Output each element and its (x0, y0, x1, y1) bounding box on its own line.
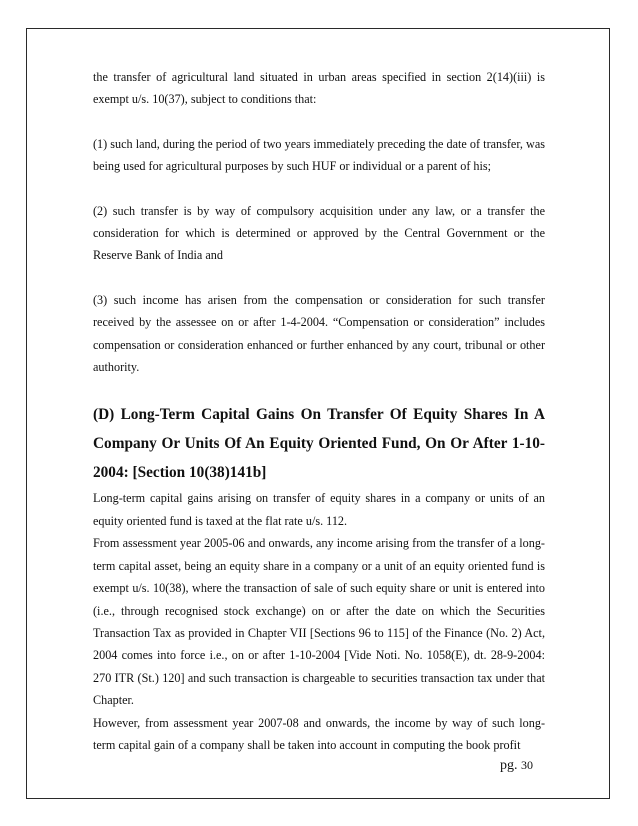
page-number-value: 30 (521, 758, 533, 772)
page-number-prefix: pg. (500, 758, 518, 773)
body-paragraph-3: However, from assessment year 2007-08 and onwards, the income by way of such long-term capital gain of a company shall be taken into account in computing the book profit (93, 715, 545, 752)
condition-2: (2) such transfer is by way of compulsory acquisition under any law, or a transfer the consideration for which is determined or approved by the Central Government or the Reserve Bank of India and (93, 203, 545, 263)
page-content (93, 66, 545, 756)
page-number (500, 758, 533, 774)
condition-3: (3) such income has arisen from the compensation or consideration for such transfer received by the assessee on or after 1-4-2004. “Compensation or consideration” includes compensation or consideration enhanced or further enhanced by any court, tribunal or other authority. (93, 292, 545, 375)
condition-1: (1) such land, during the period of two years immediately preceding the date of transfer, was being used for agricultural purposes by such HUF or individual or a parent of his; (93, 136, 545, 174)
body-paragraph-2: From assessment year 2005-06 and onwards, any income arising from the transfer of a long-term capital asset, being an equity share in a company or a unit of an equity oriented fund is exempt u/s. 10(38), where the transaction of sale of such equity share or unit is entered into (i.e., through recognised stock exchange) on or after the date on which the Securities Transaction Tax as provided in Chapter VII [Sections 96 to 115] of the Finance (No. 2) Act, 2004 comes into force i.e., on or after 1-10-2004 [Vide Noti. No. 1058(E), dt. 28-9-2004: 270 ITR (St.) 120] and such transaction is chargeable to securities transaction tax under that Chapter. (93, 536, 545, 708)
body-paragraph-1: Long-term capital gains arising on transfer of equity shares in a company or units of an equity oriented fund is taxed at the flat rate u/s. 112. (93, 491, 545, 528)
intro-paragraph: the transfer of agricultural land situated in urban areas specified in section 2(14)(iii) is exempt u/s. 10(37), subject to conditions that: (93, 70, 545, 107)
section-heading: (D) Long-Term Capital Gains On Transfer Of Equity Shares In A Company Or Units Of An Equity Oriented Fund, On Or After 1-10-2004: [Section 10(38)141b] (93, 406, 545, 482)
